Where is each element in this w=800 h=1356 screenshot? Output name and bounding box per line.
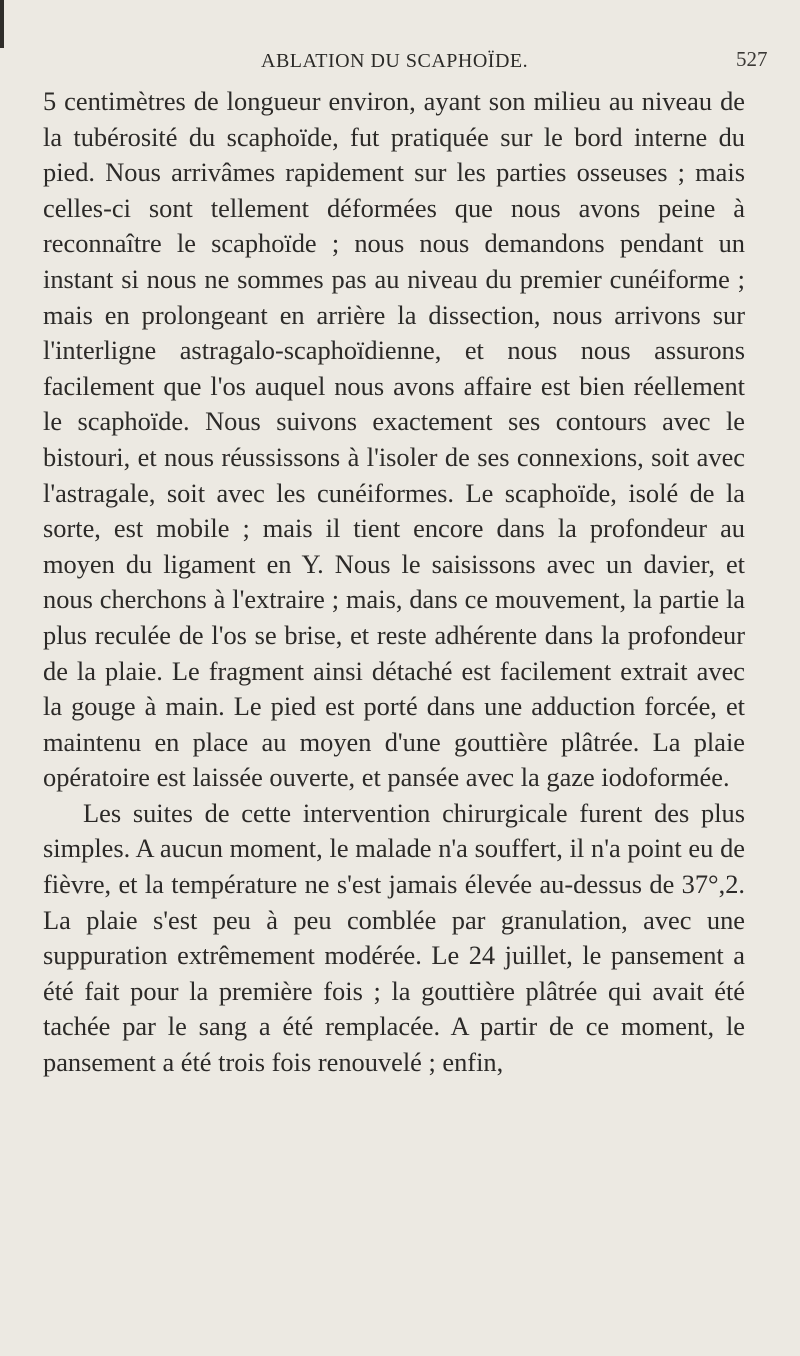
page-edge-shadow — [0, 0, 4, 48]
paragraph: 5 centimètres de longueur environ, ayant son milieu au niveau de la tubérosité du scaphoïde, fut pratiquée sur le bord interne du pied. Nous arrivâmes rapidement sur les parties osseuses ; mais celles-ci sont tellement déformées que nous avons peine à reconnaître le scaphoïde ; nous nous demandons pendant un instant si nous ne sommes pas au niveau du premier cunéiforme ; mais en prolongeant en arrière la dissection, nous arrivons sur l'interligne astragalo-scaphoïdienne, et nous nous assurons facilement que l'os auquel nous avons affaire est bien réellement le scaphoïde. Nous suivons exactement ses contours avec le bistouri, et nous réussissons à l'isoler de ses connexions, soit avec l'astragale, soit avec les cunéiformes. Le scaphoïde, isolé de la sorte, est mobile ; mais il tient encore dans la profondeur au moyen du ligament en Y. Nous le saisissons avec un davier, et nous cherchons à l'extraire ; mais, dans ce mouvement, la partie la plus reculée de l'os se brise, et reste adhérente dans la profondeur de la plaie. Le fragment ainsi détaché est facilement extrait avec la gouge à main. Le pied est porté dans une adduction forcée, et maintenu en place au moyen d'une gouttière plâtrée. La plaie opératoire est laissée ouverte, et pansée avec la gaze iodoformée. — [43, 86, 745, 793]
paragraph: Les suites de cette intervention chirurgicale furent des plus simples. A aucun moment, le malade n'a souffert, il n'a point eu de fièvre, et la température ne s'est jamais élevée au-dessus de 37°,2. La plaie s'est peu à peu comblée par granulation, avec une suppuration extrêmement modérée. Le 24 juillet, le pansement a été fait pour la première fois ; la gouttière plâtrée qui avait été tachée par le sang a été remplacée. A partir de ce moment, le pansement a été trois fois renouvelé ; enfin, — [43, 797, 745, 1078]
page-number: 527 — [736, 47, 768, 71]
running-title: ABLATION DU SCAPHOÏDE. — [261, 50, 529, 72]
body-text — [43, 84, 745, 1081]
